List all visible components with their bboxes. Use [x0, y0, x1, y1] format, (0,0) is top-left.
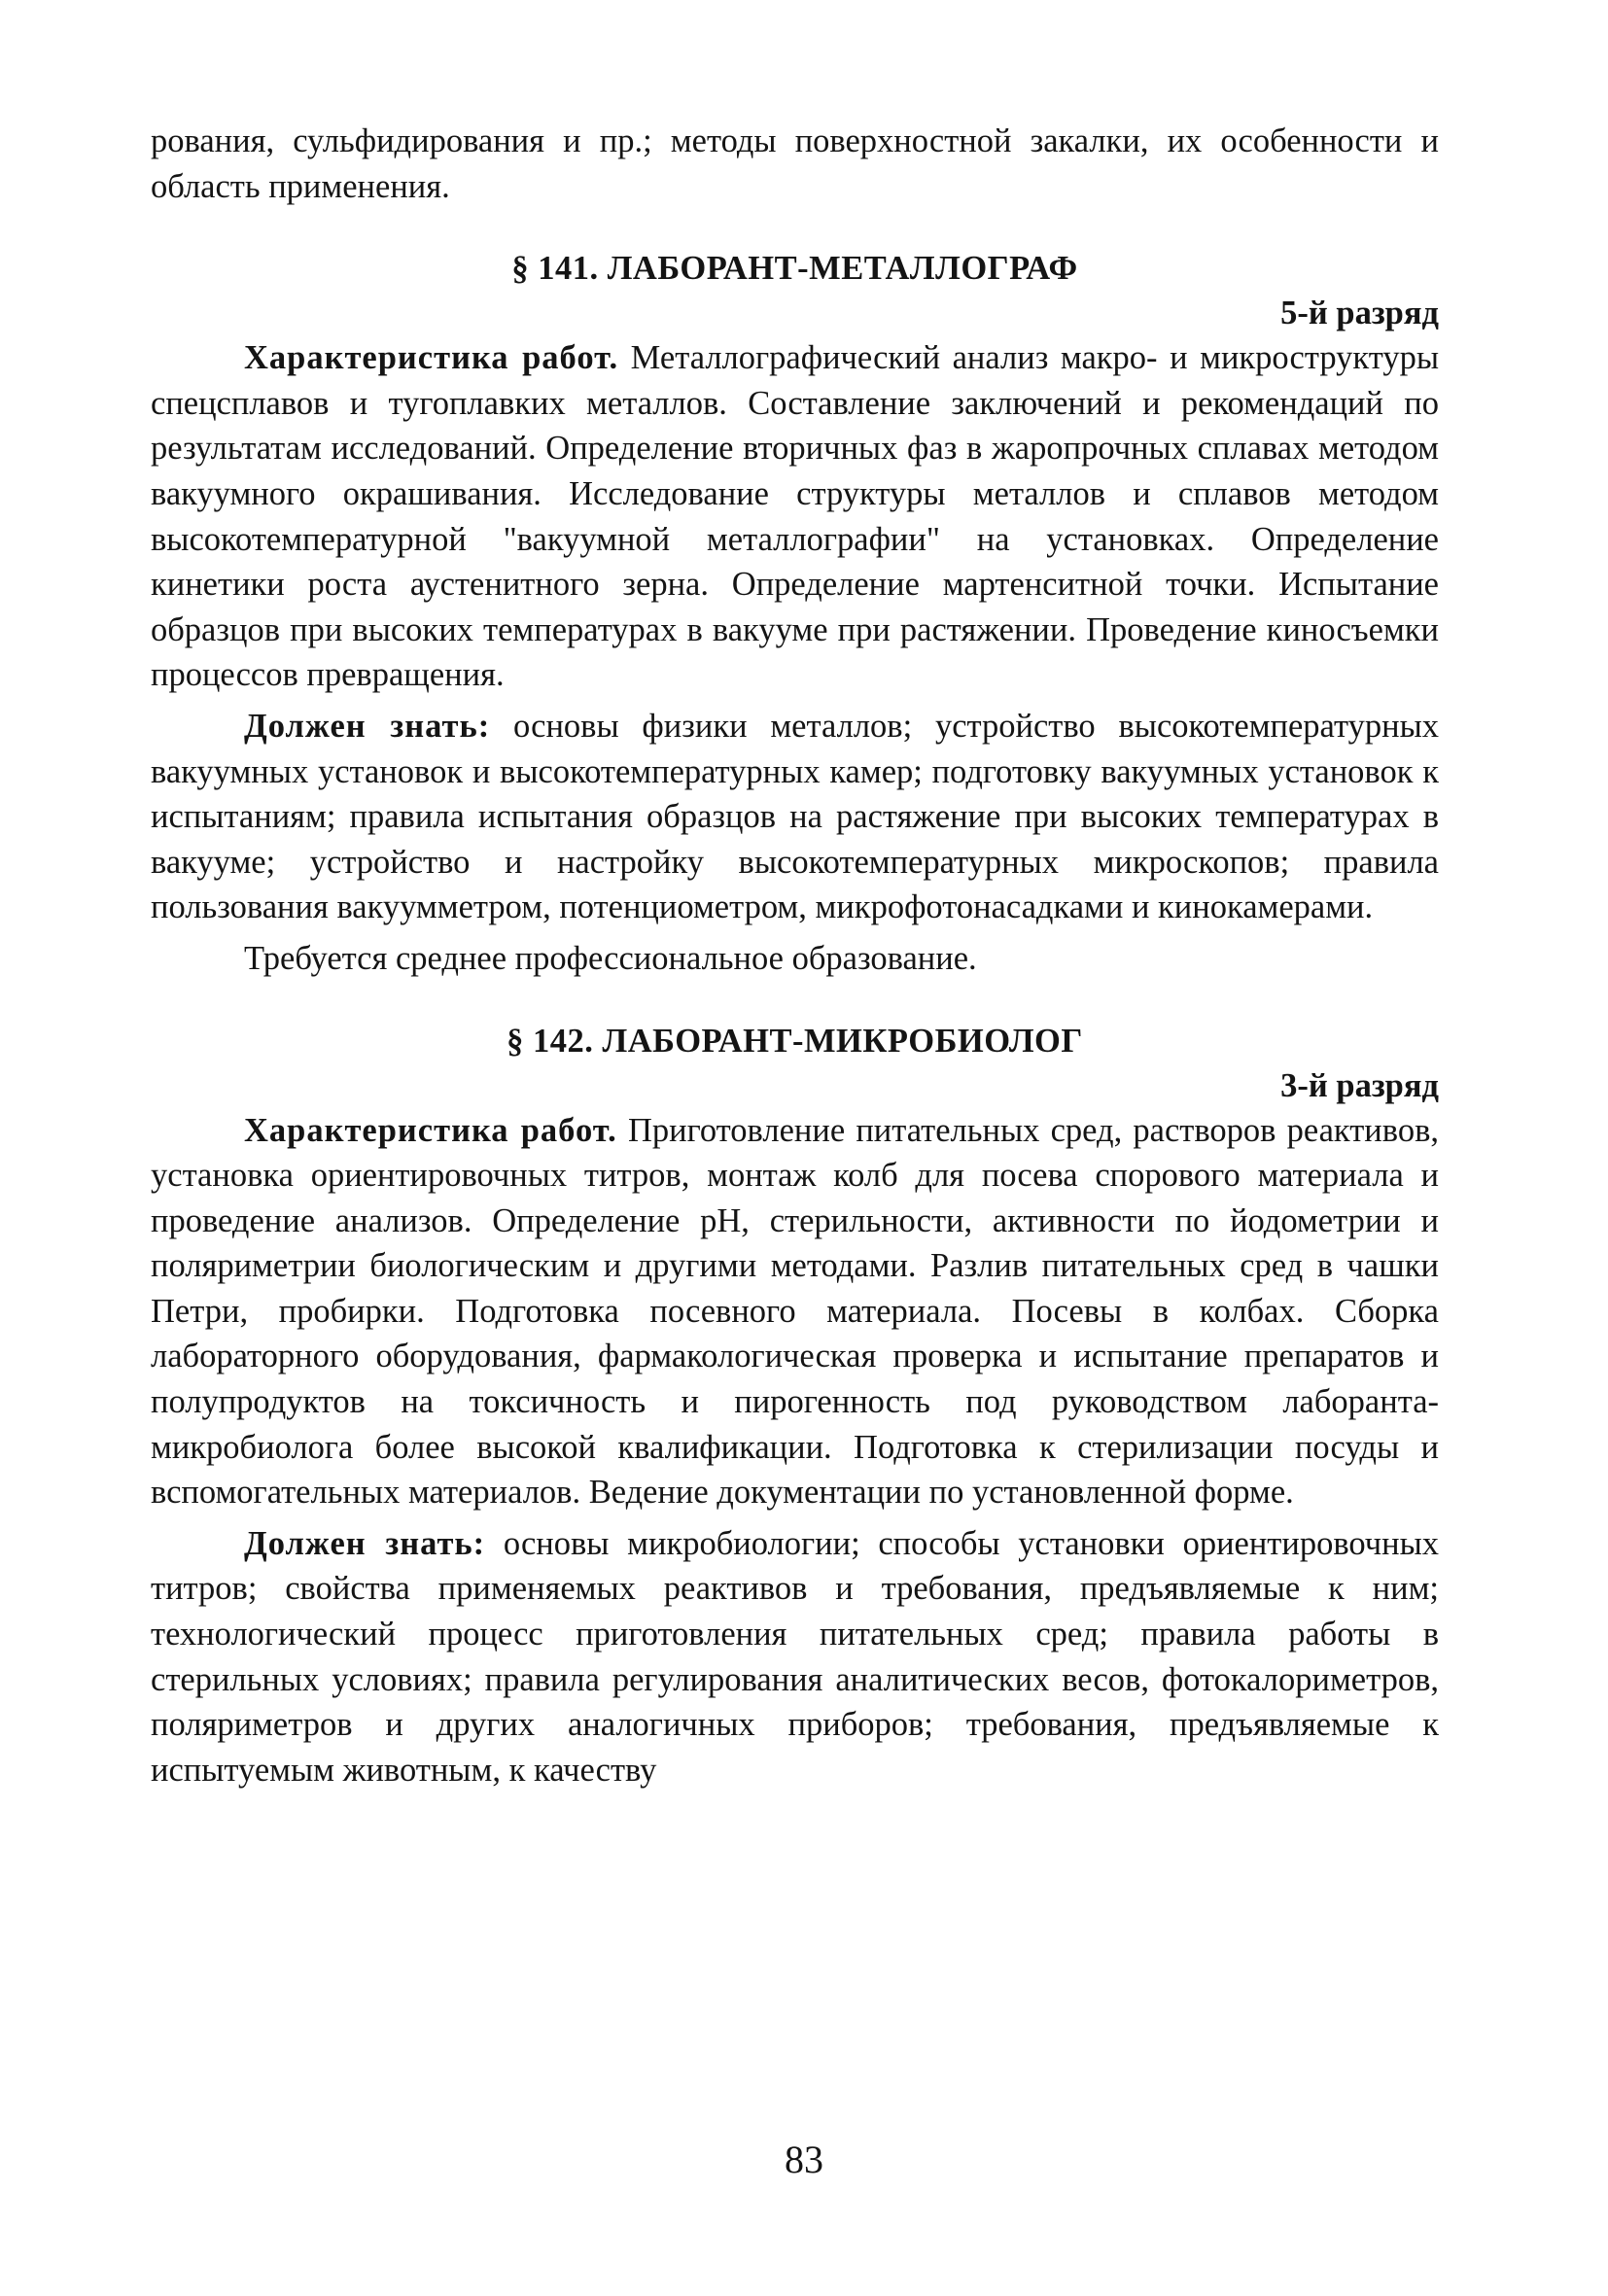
section-142-work-paragraph [151, 1108, 1439, 1515]
work-characteristics-text: Металлографический анализ макро- и микроструктуры спецсплавов и тугоплавких металлов. Составление заключений и рекомендаций по результатам исследований. Определение вторичных фаз в жаропрочных сплавах методом вакуумного окрашивания. Исследование структуры металлов и сплавов методом высокотемпературной "вакуумной металлографии" на установках. Определение кинетики роста аустенитного зерна. Определение мартенситной точки. Испытание образцов при высоких температурах в вакууме при растяжении. Проведение киносъемки процессов превращения. [151, 339, 1439, 694]
continuation-paragraph: рования, сульфидирования и пр.; методы поверхностной закалки, их особенности и область применения. [151, 122, 1439, 205]
section-141-title: § 141. ЛАБОРАНТ-МЕТАЛЛОГРАФ [511, 250, 1078, 288]
must-know-label: Должен знать: [244, 707, 491, 745]
section-142-title: § 142. ЛАБОРАНТ-МИКРОБИОЛОГ [507, 1022, 1083, 1060]
work-characteristics-label: Характеристика работ. [244, 339, 619, 377]
page-number: 83 [785, 2138, 823, 2181]
work-characteristics-text: Приготовление питательных сред, растворов реактивов, установка ориентировочных титров, монтаж колб для посева спорового материала и проведение анализов. Определение pH, стерильности, активности по йодометрии и поляриметрии биологическим и другими методами. Разлив питательных сред в чашки Петри, пробирки. Подготовка посевного материала. Посевы в колбах. Сборка лабораторного оборудования, фармакологическая проверка и испытание препаратов и полупродуктов на токсичность и пирогенность под руководством лаборанта-микробиолога более высокой квалификации. Подготовка к стерилизации посуды и вспомогательных материалов. Ведение документации по установленной форме. [151, 1111, 1439, 1512]
section-141-knowledge-paragraph [151, 704, 1439, 930]
must-know-label: Должен знать: [244, 1524, 486, 1562]
section-141-grade: 5-й разряд [1280, 295, 1439, 332]
section-142-knowledge-paragraph [151, 1521, 1439, 1793]
must-know-text: основы физики металлов; устройство высокотемпературных вакуумных установок и высокотемпературных камер; подготовку вакуумных установок к испытаниям; правила испытания образцов на растяжение при высоких температурах в вакууме; устройство и настройку высокотемпературных микроскопов; правила пользования вакуумметром, потенциометром, микрофотонасадками и кинокамерами. [151, 707, 1439, 926]
section-142-grade: 3-й разряд [1280, 1066, 1439, 1104]
section-141-work-paragraph [151, 335, 1439, 698]
document-page [151, 119, 1439, 1792]
spacer [151, 982, 1439, 1019]
spacer [151, 209, 1439, 246]
must-know-text: основы микробиологии; способы установки ориентировочных титров; свойства применяемых реактивов и требования, предъявляемые к ним; технологический процесс приготовления питательных сред; правила работы в стерильных условиях; правила регулирования аналитических весов, фотокалориметров, поляриметров и других аналогичных приборов; требования, предъявляемые к испытуемым животным, к качеству [151, 1524, 1439, 1789]
section-141-education: Требуется среднее профессиональное образование. [244, 939, 977, 977]
work-characteristics-label: Характеристика работ. [244, 1111, 617, 1149]
